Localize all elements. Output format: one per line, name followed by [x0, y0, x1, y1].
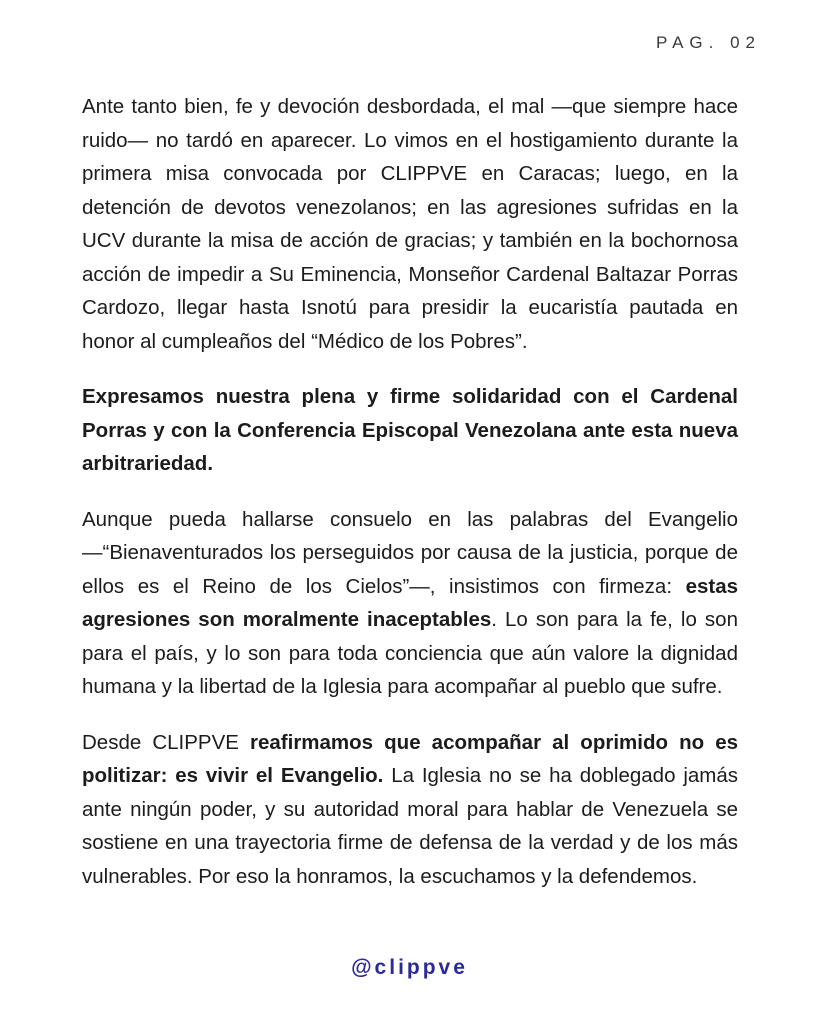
text-run: Ante tanto bien, fe y devoción desbordada, el mal —que siempre hace ruido— no tardó en aparecer. Lo vimos en el hostigamiento durante la primera misa convocada por CLIPPVE en Caracas; luego, en la detención de devotos venezolanos; en las agresiones sufridas en la UCV durante la misa de acción de gracias; y también en la bochornosa acción de impedir a Su Eminencia, Monseñor Cardenal Baltazar Porras Cardozo, llegar hasta Isnotú para presidir la eucaristía pautada en honor al cumpleaños del “Médico de los Pobres”.	[82, 95, 738, 353]
text-run: Desde CLIPPVE	[82, 730, 251, 754]
body-paragraph	[82, 503, 738, 704]
social-handle: @clippve	[351, 956, 468, 979]
text-run: Aunque pueda hallarse consuelo en las palabras del Evangelio —“Bienaventurados los perseguidos por causa de la justicia, porque de ellos es el Reino de los Cielos”—, insistimos con firmeza:	[82, 507, 738, 598]
document-body	[82, 90, 738, 915]
text-run: . Lo son para la fe, lo son para el país, y lo son para toda conciencia que aún valore la dignidad humana y la libertad de la Iglesia para acompañar al pueblo que sufre.	[82, 608, 738, 698]
body-paragraph-bold	[82, 380, 738, 481]
body-paragraph	[82, 726, 738, 894]
text-run-bold: reafirmamos que acompañar al oprimido no es politizar: es vivir el Evangelio.	[82, 730, 738, 787]
text-run: La Iglesia no se ha doblegado jamás ante ningún poder, y su autoridad moral para hablar de Venezuela se sostiene en una trayectoria firme de defensa de la verdad y de los más vulnerables. Por eso la honramos, la escuchamos y la defendemos.	[82, 764, 739, 888]
body-paragraph	[82, 90, 738, 358]
page-number: PAG. 02	[656, 33, 761, 52]
text-run-bold: Expresamos nuestra plena y firme solidaridad con el Cardenal Porras y con la Conferencia Episcopal Venezolana ante esta nueva arbitrariedad.	[82, 385, 738, 475]
text-run-bold: estas agresiones son moralmente inaceptables	[82, 574, 738, 631]
